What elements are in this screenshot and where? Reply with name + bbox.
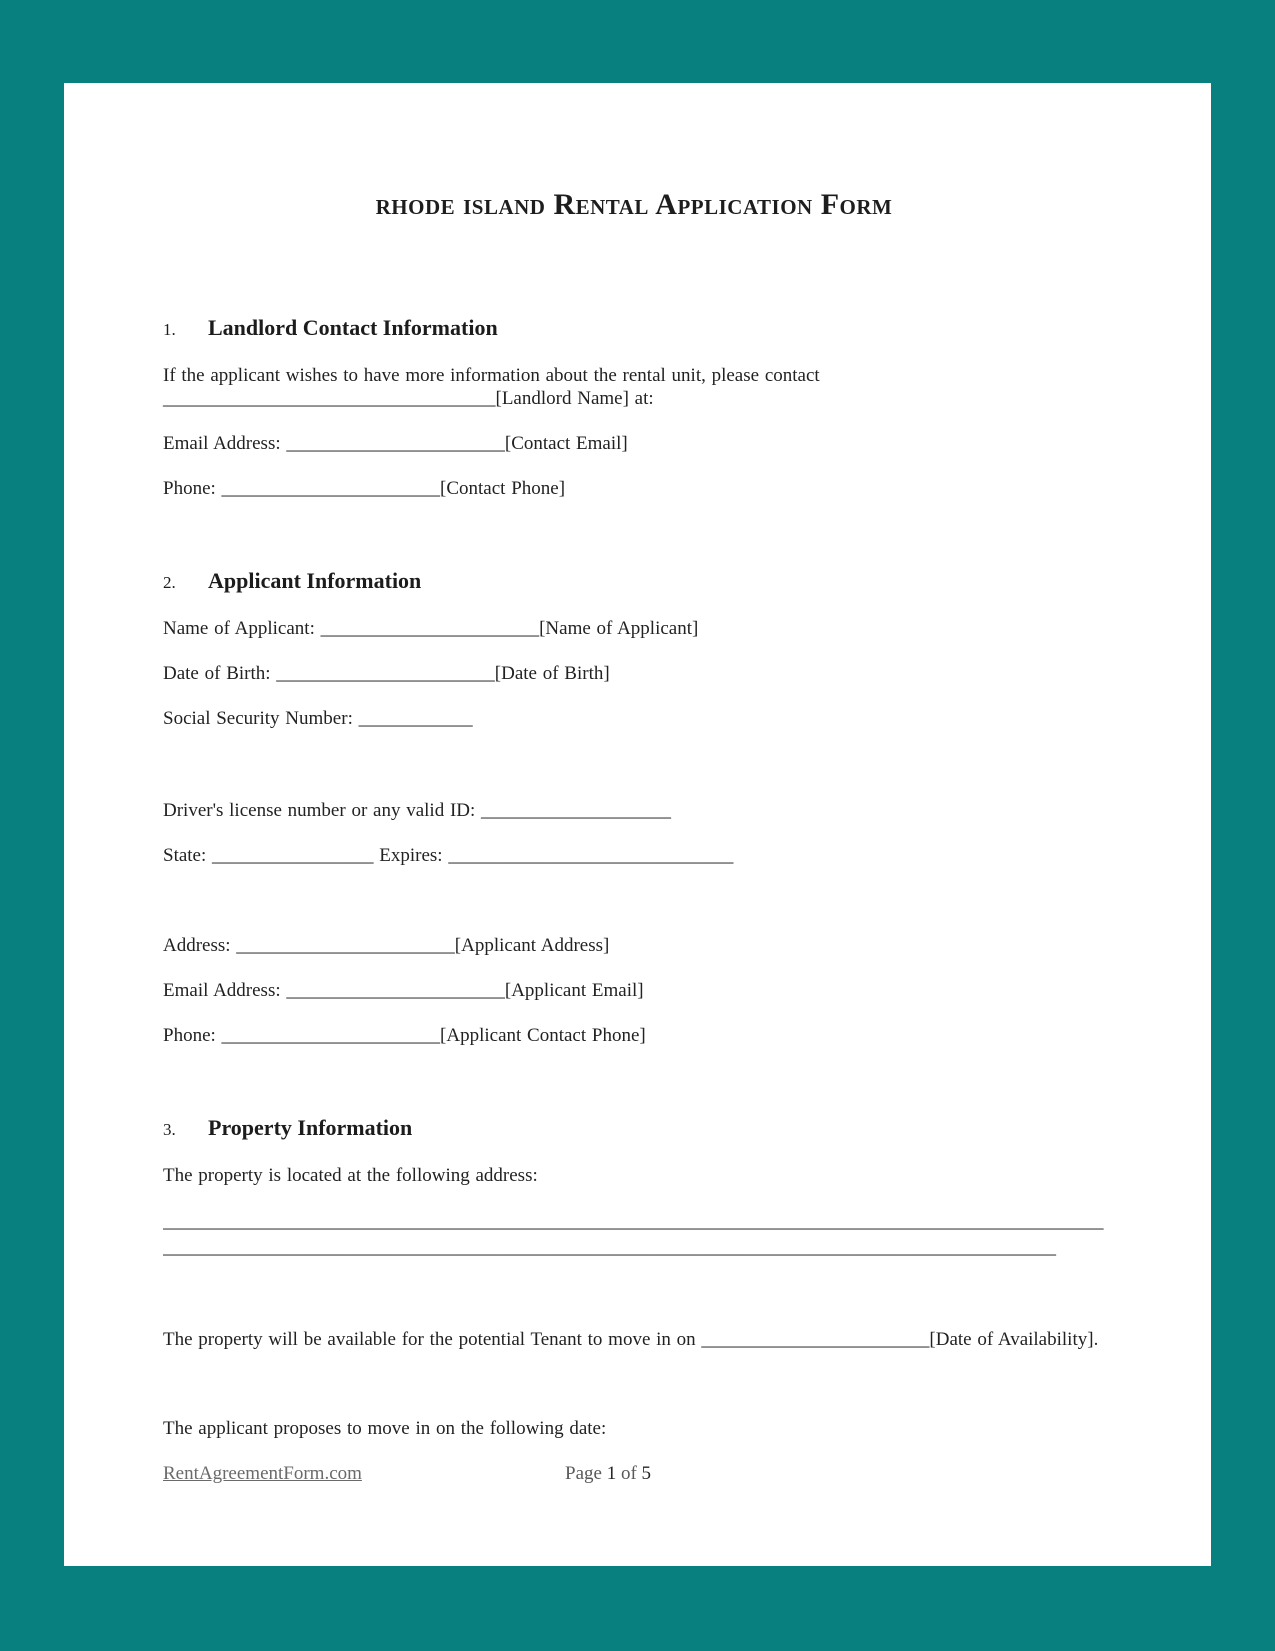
section-3-heading [163, 1114, 1105, 1145]
page-footer [163, 1462, 1105, 1485]
applicant-dob-line: Date of Birth: _______________________[Date of Birth] [163, 663, 610, 684]
applicant-address-line: Address: _______________________[Applicant Address] [163, 935, 610, 956]
section-1-title: Landlord Contact Information [208, 315, 498, 340]
section-3-title: Property Information [208, 1115, 413, 1140]
document-page [64, 83, 1211, 1566]
applicant-license-line: Driver's license number or any valid ID: ____________________ [163, 800, 672, 821]
of-label: of [620, 1463, 637, 1484]
applicant-email-line: Email Address: _______________________[Applicant Email] [163, 980, 644, 1001]
landlord-contact-intro-line: If the applicant wishes to have more information about the rental unit, please contact ___________________________________[Landlord Name] at: [163, 365, 820, 409]
section-2-heading [163, 567, 1105, 598]
form-title: rhode island Rental Application Form [375, 188, 893, 221]
applicant-phone-line: Phone: _______________________[Applicant Contact Phone] [163, 1025, 646, 1046]
applicant-state-expires-line: State: _________________ Expires: ______________________________ [163, 845, 734, 866]
section-2-number: 2. [163, 573, 176, 592]
applicant-name-line: Name of Applicant: _______________________[Name of Applicant] [163, 618, 699, 639]
section-1-number: 1. [163, 320, 176, 339]
applicant-ssn-line: Social Security Number: ____________ [163, 708, 473, 729]
page-number-indicator [565, 1462, 651, 1485]
section-3-number: 3. [163, 1120, 176, 1139]
applicant-proposes-line: The applicant proposes to move in on the following date: [163, 1418, 607, 1439]
page-label: Page [565, 1463, 602, 1484]
page-current: 1 [606, 1463, 617, 1484]
property-address-blank-line-1: ___________________________________________________________________________________________________ [163, 1211, 1104, 1232]
landlord-phone-line: Phone: _______________________[Contact Phone] [163, 478, 566, 499]
property-address-blank-lines [163, 1209, 1105, 1261]
rentagreementform-link[interactable]: RentAgreementForm.com [163, 1463, 362, 1484]
section-1-heading [163, 314, 1105, 345]
property-located-line: The property is located at the following address: [163, 1165, 538, 1186]
page-total: 5 [641, 1463, 652, 1484]
landlord-email-line: Email Address: _______________________[Contact Email] [163, 433, 628, 454]
section-2-title: Applicant Information [208, 568, 422, 593]
property-address-blank-line-2: ______________________________________________________________________________________________ [163, 1237, 1056, 1258]
property-availability-line: The property will be available for the potential Tenant to move in on ________________________[Date of Availability]. [163, 1329, 1099, 1350]
